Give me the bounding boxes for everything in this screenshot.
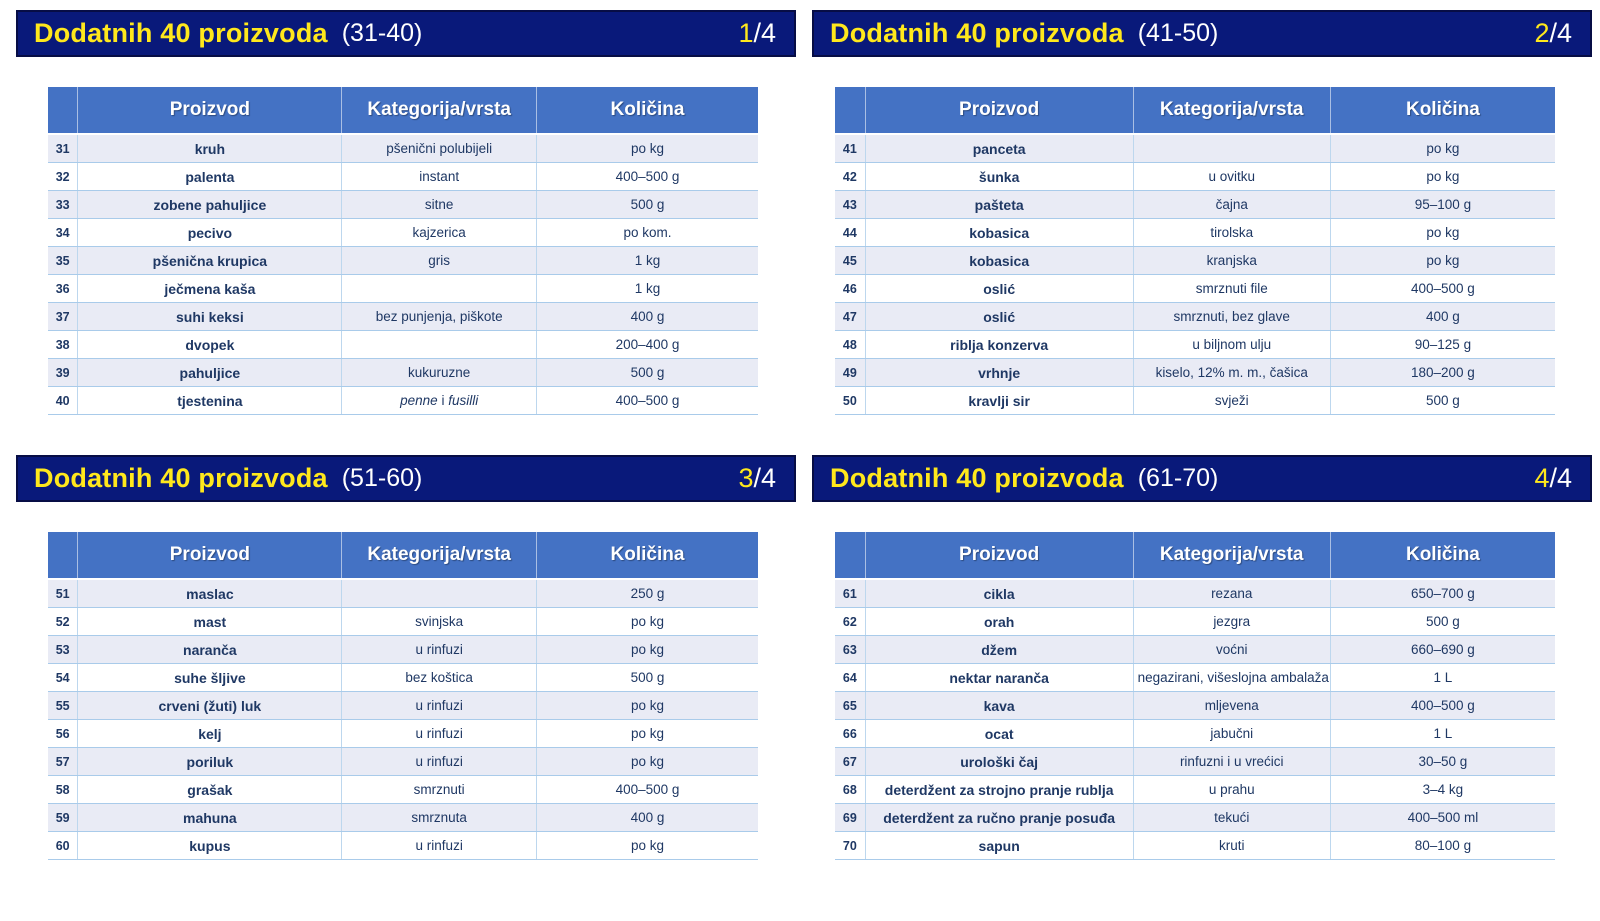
product-cell: pašteta	[865, 191, 1133, 219]
table-row	[835, 804, 1555, 832]
quantity-cell: po kg	[536, 832, 758, 860]
row-number: 37	[48, 303, 78, 331]
row-number: 50	[835, 387, 865, 415]
quantity-cell: 400–500 g	[1330, 692, 1555, 720]
row-number: 46	[835, 275, 865, 303]
product-cell: vrhnje	[865, 359, 1133, 387]
category-cell: u rinfuzi	[342, 748, 537, 776]
row-number: 65	[835, 692, 865, 720]
product-cell: kobasica	[865, 247, 1133, 275]
table-row	[835, 134, 1555, 163]
slide-panel-4	[812, 455, 1592, 860]
row-number: 57	[48, 748, 78, 776]
product-cell: maslac	[78, 579, 342, 608]
quantity-cell: 180–200 g	[1330, 359, 1555, 387]
product-cell: ječmena kaša	[78, 275, 342, 303]
row-number: 53	[48, 636, 78, 664]
slide-titlebar	[812, 10, 1592, 57]
category-cell: u rinfuzi	[342, 636, 537, 664]
quantity-cell: po kg	[536, 692, 758, 720]
product-cell: cikla	[865, 579, 1133, 608]
category-cell: pšenični polubijeli	[342, 134, 537, 163]
row-number: 64	[835, 664, 865, 692]
header-number-column	[48, 87, 78, 134]
table-row	[48, 163, 758, 191]
product-cell: tjestenina	[78, 387, 342, 415]
slide-titlebar	[16, 455, 796, 502]
row-number: 38	[48, 331, 78, 359]
product-cell: džem	[865, 636, 1133, 664]
page-number: 4	[1534, 463, 1550, 493]
table-row	[48, 219, 758, 247]
table-row	[48, 636, 758, 664]
category-cell: svinjska	[342, 608, 537, 636]
row-number: 55	[48, 692, 78, 720]
category-cell: kukuruzne	[342, 359, 537, 387]
product-cell: dvopek	[78, 331, 342, 359]
table-row	[835, 303, 1555, 331]
row-number: 69	[835, 804, 865, 832]
row-number: 58	[48, 776, 78, 804]
header-number-column	[835, 87, 865, 134]
quantity-cell: 250 g	[536, 579, 758, 608]
products-table-wrap	[835, 532, 1555, 860]
category-cell: svježi	[1133, 387, 1330, 415]
table-row	[48, 387, 758, 415]
header-category-column: Kategorija/vrsta	[342, 532, 537, 579]
page-indicator	[738, 463, 776, 494]
table-row	[835, 359, 1555, 387]
header-category-column: Kategorija/vrsta	[1133, 532, 1330, 579]
row-number: 63	[835, 636, 865, 664]
category-cell: smrznuti	[342, 776, 537, 804]
slide-panel-2	[812, 10, 1592, 415]
row-number: 47	[835, 303, 865, 331]
product-cell: pšenična krupica	[78, 247, 342, 275]
table-row	[835, 720, 1555, 748]
table-row	[835, 692, 1555, 720]
quantity-cell: 1 L	[1330, 720, 1555, 748]
table-row	[48, 579, 758, 608]
table-row	[48, 664, 758, 692]
quantity-cell: po kg	[536, 636, 758, 664]
table-row	[48, 191, 758, 219]
quantity-cell: 80–100 g	[1330, 832, 1555, 860]
table-row	[48, 275, 758, 303]
row-number: 33	[48, 191, 78, 219]
category-cell: tekući	[1133, 804, 1330, 832]
header-quantity-column: Količina	[1330, 532, 1555, 579]
product-cell: mahuna	[78, 804, 342, 832]
quantity-cell: 500 g	[1330, 387, 1555, 415]
page-number: 3	[738, 463, 754, 493]
products-table	[48, 532, 758, 860]
products-table-wrap	[48, 532, 758, 860]
table-row	[835, 387, 1555, 415]
product-cell: ocat	[865, 720, 1133, 748]
category-cell: kiselo, 12% m. m., čašica	[1133, 359, 1330, 387]
product-cell: deterdžent za strojno pranje rublja	[865, 776, 1133, 804]
slide-panel-3	[16, 455, 796, 860]
table-row	[835, 608, 1555, 636]
category-cell: u rinfuzi	[342, 692, 537, 720]
row-number: 60	[48, 832, 78, 860]
header-product-column: Proizvod	[865, 87, 1133, 134]
product-cell: šunka	[865, 163, 1133, 191]
table-row	[835, 748, 1555, 776]
products-table	[835, 87, 1555, 415]
product-cell: sapun	[865, 832, 1133, 860]
products-table-wrap	[48, 87, 758, 415]
product-cell: kravlji sir	[865, 387, 1133, 415]
quantity-cell: 400–500 g	[1330, 275, 1555, 303]
table-row	[835, 579, 1555, 608]
row-number: 31	[48, 134, 78, 163]
category-cell: sitne	[342, 191, 537, 219]
row-number: 32	[48, 163, 78, 191]
page-total: /4	[1549, 463, 1572, 493]
product-cell: zobene pahuljice	[78, 191, 342, 219]
category-cell: voćni	[1133, 636, 1330, 664]
product-cell: naranča	[78, 636, 342, 664]
table-row	[48, 134, 758, 163]
category-cell: kajzerica	[342, 219, 537, 247]
quantity-cell: 650–700 g	[1330, 579, 1555, 608]
product-cell: riblja konzerva	[865, 331, 1133, 359]
table-row	[48, 608, 758, 636]
table-row	[835, 776, 1555, 804]
category-cell: smrznuti file	[1133, 275, 1330, 303]
table-row	[835, 275, 1555, 303]
quantity-cell: 400–500 g	[536, 163, 758, 191]
product-cell: pecivo	[78, 219, 342, 247]
table-header-row	[835, 532, 1555, 579]
product-cell: oslić	[865, 275, 1133, 303]
product-cell: kruh	[78, 134, 342, 163]
page-indicator	[738, 18, 776, 49]
row-number: 42	[835, 163, 865, 191]
category-cell: negazirani, višeslojna ambalaža	[1133, 664, 1330, 692]
row-number: 43	[835, 191, 865, 219]
product-cell: orah	[865, 608, 1133, 636]
row-number: 35	[48, 247, 78, 275]
category-cell: instant	[342, 163, 537, 191]
product-cell: pahuljice	[78, 359, 342, 387]
quantity-cell: po kg	[536, 720, 758, 748]
slide-panel-1	[16, 10, 796, 415]
quantity-cell: 30–50 g	[1330, 748, 1555, 776]
row-number: 45	[835, 247, 865, 275]
header-number-column	[48, 532, 78, 579]
table-row	[48, 748, 758, 776]
row-number: 62	[835, 608, 865, 636]
row-number: 41	[835, 134, 865, 163]
page-total: /4	[753, 18, 776, 48]
row-number: 34	[48, 219, 78, 247]
page-indicator	[1534, 463, 1572, 494]
header-quantity-column: Količina	[536, 532, 758, 579]
quantity-cell: 500 g	[536, 664, 758, 692]
row-number: 67	[835, 748, 865, 776]
table-header-row	[48, 87, 758, 134]
category-cell: rezana	[1133, 579, 1330, 608]
product-cell: deterdžent za ručno pranje posuđa	[865, 804, 1133, 832]
slide-titlebar	[812, 455, 1592, 502]
category-cell	[342, 275, 537, 303]
page-indicator	[1534, 18, 1572, 49]
quantity-cell: 200–400 g	[536, 331, 758, 359]
header-product-column: Proizvod	[865, 532, 1133, 579]
category-cell: u rinfuzi	[342, 720, 537, 748]
category-cell	[342, 331, 537, 359]
table-row	[48, 359, 758, 387]
category-cell: rinfuzni i u vrećici	[1133, 748, 1330, 776]
row-number: 61	[835, 579, 865, 608]
row-number: 70	[835, 832, 865, 860]
table-row	[835, 636, 1555, 664]
category-cell: penne i fusilli	[342, 387, 537, 415]
slide-title: Dodatnih 40 proizvoda	[34, 18, 328, 48]
slide-title: Dodatnih 40 proizvoda	[34, 463, 328, 493]
product-cell: grašak	[78, 776, 342, 804]
table-row	[48, 720, 758, 748]
quantity-cell: 400 g	[536, 804, 758, 832]
category-cell: bez koštica	[342, 664, 537, 692]
table-row	[48, 303, 758, 331]
row-number: 51	[48, 579, 78, 608]
table-row	[835, 331, 1555, 359]
quantity-cell: po kg	[1330, 163, 1555, 191]
row-number: 68	[835, 776, 865, 804]
quantity-cell: 1 kg	[536, 275, 758, 303]
slide-range: (61-70)	[1137, 464, 1219, 492]
product-cell: kelj	[78, 720, 342, 748]
row-number: 48	[835, 331, 865, 359]
category-cell: smrznuti, bez glave	[1133, 303, 1330, 331]
row-number: 52	[48, 608, 78, 636]
quantity-cell: po kg	[536, 608, 758, 636]
quantity-cell: 500 g	[536, 191, 758, 219]
slide-range: (51-60)	[341, 464, 423, 492]
category-cell: tirolska	[1133, 219, 1330, 247]
product-cell: kobasica	[865, 219, 1133, 247]
quantity-cell: 400–500 ml	[1330, 804, 1555, 832]
quantity-cell: po kg	[1330, 134, 1555, 163]
quantity-cell: po kg	[536, 134, 758, 163]
slide-title: Dodatnih 40 proizvoda	[830, 463, 1124, 493]
page-number: 2	[1534, 18, 1550, 48]
quantity-cell: 90–125 g	[1330, 331, 1555, 359]
header-product-column: Proizvod	[78, 532, 342, 579]
products-table-wrap	[835, 87, 1555, 415]
table-row	[835, 191, 1555, 219]
category-cell: smrznuta	[342, 804, 537, 832]
slide-title: Dodatnih 40 proizvoda	[830, 18, 1124, 48]
category-cell: mljevena	[1133, 692, 1330, 720]
page-number: 1	[738, 18, 754, 48]
header-category-column: Kategorija/vrsta	[1133, 87, 1330, 134]
category-cell: kruti	[1133, 832, 1330, 860]
header-quantity-column: Količina	[1330, 87, 1555, 134]
table-header-row	[48, 532, 758, 579]
table-row	[48, 832, 758, 860]
quantity-cell: 660–690 g	[1330, 636, 1555, 664]
quantity-cell: 1 L	[1330, 664, 1555, 692]
product-cell: urološki čaj	[865, 748, 1133, 776]
row-number: 66	[835, 720, 865, 748]
header-number-column	[835, 532, 865, 579]
quantity-cell: 400 g	[536, 303, 758, 331]
category-cell: bez punjenja, piškote	[342, 303, 537, 331]
quantity-cell: 500 g	[536, 359, 758, 387]
category-cell: jabučni	[1133, 720, 1330, 748]
slide-range: (31-40)	[341, 19, 423, 47]
category-cell	[342, 579, 537, 608]
quantity-cell: 400–500 g	[536, 387, 758, 415]
row-number: 59	[48, 804, 78, 832]
table-row	[835, 219, 1555, 247]
quantity-cell: po kg	[536, 748, 758, 776]
category-cell	[1133, 134, 1330, 163]
quantity-cell: 400–500 g	[536, 776, 758, 804]
product-cell: palenta	[78, 163, 342, 191]
table-row	[48, 692, 758, 720]
quantity-cell: 3–4 kg	[1330, 776, 1555, 804]
product-cell: kupus	[78, 832, 342, 860]
header-category-column: Kategorija/vrsta	[342, 87, 537, 134]
table-row	[835, 247, 1555, 275]
category-cell: kranjska	[1133, 247, 1330, 275]
product-cell: kava	[865, 692, 1133, 720]
table-row	[835, 664, 1555, 692]
table-row	[48, 331, 758, 359]
quantity-cell: 500 g	[1330, 608, 1555, 636]
quantity-cell: po kg	[1330, 219, 1555, 247]
table-row	[835, 163, 1555, 191]
category-cell: čajna	[1133, 191, 1330, 219]
row-number: 39	[48, 359, 78, 387]
slide-range: (41-50)	[1137, 19, 1219, 47]
category-cell: gris	[342, 247, 537, 275]
page-total: /4	[1549, 18, 1572, 48]
products-table	[48, 87, 758, 415]
header-quantity-column: Količina	[536, 87, 758, 134]
quantity-cell: po kom.	[536, 219, 758, 247]
category-cell: u biljnom ulju	[1133, 331, 1330, 359]
product-cell: suhi keksi	[78, 303, 342, 331]
quantity-cell: 400 g	[1330, 303, 1555, 331]
table-row	[48, 247, 758, 275]
row-number: 44	[835, 219, 865, 247]
quantity-cell: 1 kg	[536, 247, 758, 275]
row-number: 36	[48, 275, 78, 303]
product-cell: oslić	[865, 303, 1133, 331]
row-number: 56	[48, 720, 78, 748]
page-total: /4	[753, 463, 776, 493]
product-cell: nektar naranča	[865, 664, 1133, 692]
table-row	[835, 832, 1555, 860]
product-cell: suhe šljive	[78, 664, 342, 692]
category-cell: u rinfuzi	[342, 832, 537, 860]
header-product-column: Proizvod	[78, 87, 342, 134]
slide-titlebar	[16, 10, 796, 57]
quantity-cell: 95–100 g	[1330, 191, 1555, 219]
category-cell: u ovitku	[1133, 163, 1330, 191]
quantity-cell: po kg	[1330, 247, 1555, 275]
row-number: 40	[48, 387, 78, 415]
table-row	[48, 776, 758, 804]
table-row	[48, 804, 758, 832]
table-header-row	[835, 87, 1555, 134]
product-cell: crveni (žuti) luk	[78, 692, 342, 720]
category-cell: jezgra	[1133, 608, 1330, 636]
product-cell: panceta	[865, 134, 1133, 163]
row-number: 49	[835, 359, 865, 387]
products-table	[835, 532, 1555, 860]
row-number: 54	[48, 664, 78, 692]
product-cell: mast	[78, 608, 342, 636]
category-cell: u prahu	[1133, 776, 1330, 804]
product-cell: poriluk	[78, 748, 342, 776]
